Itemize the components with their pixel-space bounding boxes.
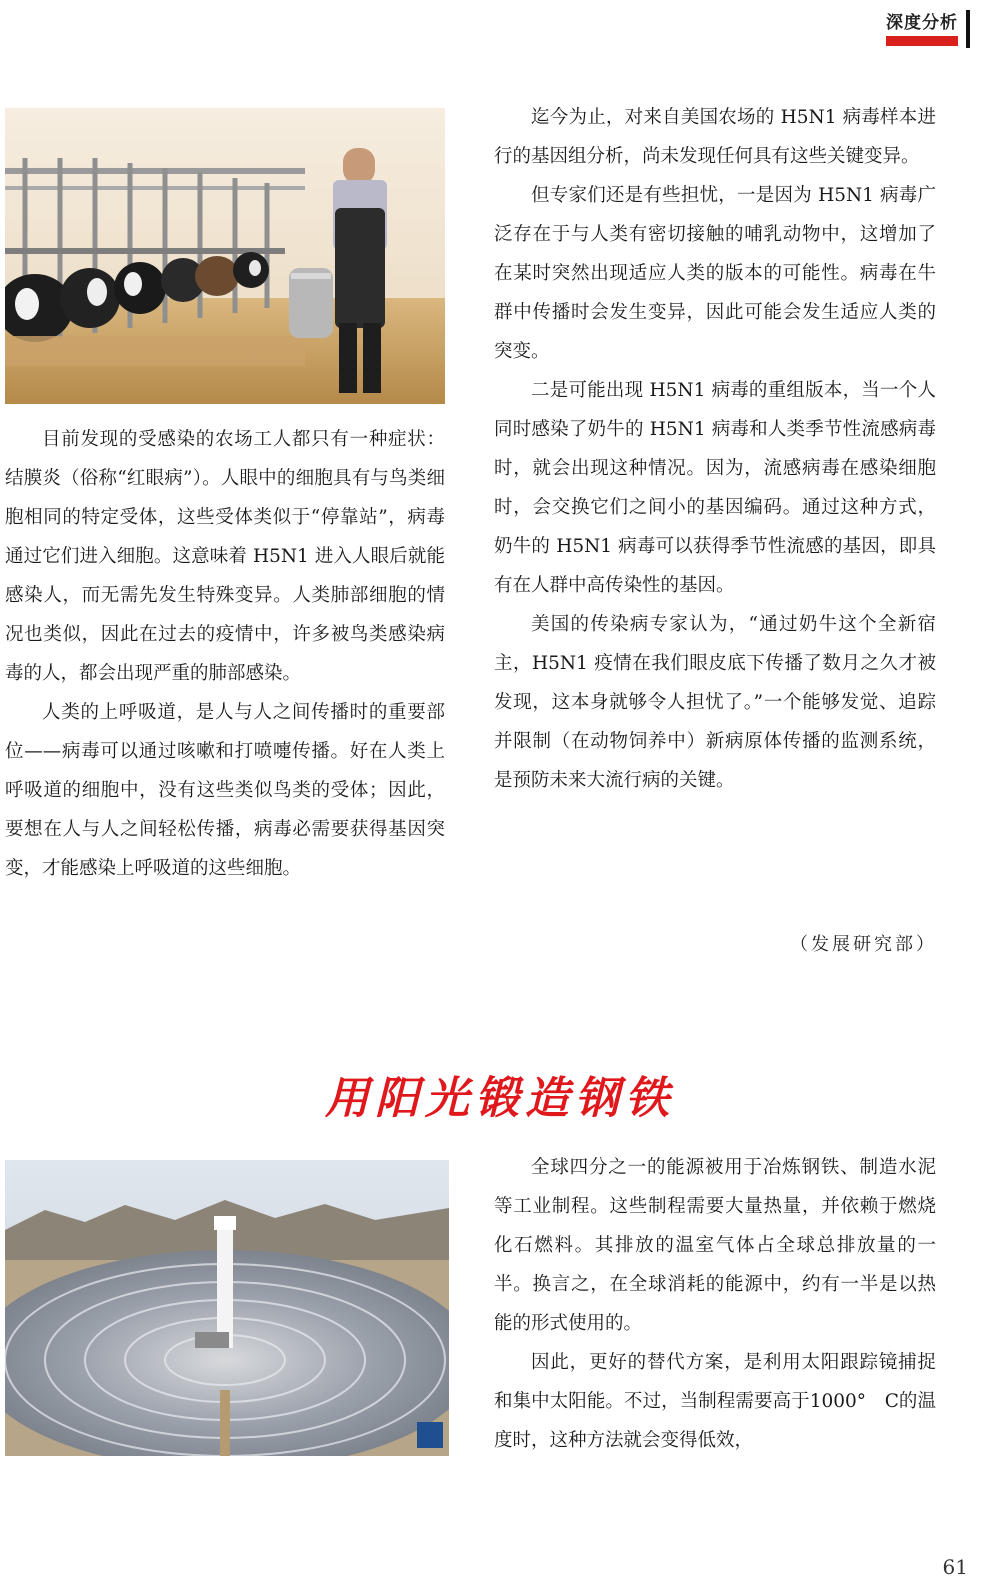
article1-right-column [494,98,936,800]
dairy-farm-illustration [5,108,445,404]
paragraph: 但专家们还是有些担忧，一是因为 H5N1 病毒广泛存在于与人类有密切接触的哺乳动物中，这增加了在某时突然出现适应人类的版本的可能性。病毒在牛群中传播时会发生变异，因此可能会发生适应人类的突变。 [494,185,936,362]
paragraph: 迄今为止，对来自美国农场的 H5N1 病毒样本进行的基因组分析，尚未发现任何具有这些关键变异。 [494,107,936,167]
paragraph: 全球四分之一的能源被用于冶炼钢铁、制造水泥等工业制程。这些制程需要大量热量，并依赖于燃烧化石燃料。其排放的温室气体占全球总排放量的一半。换言之，在全球消耗的能源中，约有一半是以热能的形式使用的。 [494,1157,936,1334]
paragraph: 美国的传染病专家认为，“通过奶牛这个全新宿主，H5N1 疫情在我们眼皮底下传播了数月之久才被发现，这本身就够令人担忧了。”一个能够发觉、追踪并限制（在动物饲养中）新病原体传播的监测系统，是预防未来大流行病的关键。 [494,614,936,791]
article2-right-column [494,1148,936,1460]
paragraph: 目前发现的受感染的农场工人都只有一种症状：结膜炎（俗称“红眼病”）。人眼中的细胞具有与鸟类细胞相同的特定受体，这些受体类似于“停靠站”，病毒通过它们进入细胞。这意味着 H5N1 进入人眼后就能感染人，而无需先发生特殊变异。人类肺部细胞的情况也类似，因此在过去的疫情中，许多被鸟类感染病毒的人，都会出现严重的肺部感染。 [5,429,445,684]
page-number: 61 [942,1555,968,1579]
section-label: 深度分析 [886,13,958,33]
dairy-farm-photo [5,108,445,404]
section-edge-bar [966,10,970,48]
solar-tower-illustration [5,1160,449,1456]
paragraph: 因此，更好的替代方案，是利用太阳跟踪镜捕捉和集中太阳能。不过，当制程需要高于1000° C的温度时，这种方法就会变得低效， [494,1352,936,1451]
section-tag [886,6,970,40]
section-underline [886,36,958,46]
solar-plant-photo [5,1160,449,1456]
xinhua-badge [417,1422,443,1448]
byline: （发展研究部） [790,934,937,955]
article2-title: 用阳光锻造钢铁 [325,1073,675,1124]
paragraph: 人类的上呼吸道，是人与人之间传播时的重要部位——病毒可以通过咳嗽和打喷嚏传播。好在人类上呼吸道的细胞中，没有这些类似鸟类的受体；因此，要想在人与人之间轻松传播，病毒必需要获得基因突变，才能感染上呼吸道的这些细胞。 [5,702,445,879]
article1-left-column [5,420,445,888]
paragraph: 二是可能出现 H5N1 病毒的重组版本，当一个人同时感染了奶牛的 H5N1 病毒和人类季节性流感病毒时，就会出现这种情况。因为，流感病毒在感染细胞时，会交换它们之间小的基因编码。通过这种方式，奶牛的 H5N1 病毒可以获得季节性流感的基因，即具有在人群中高传染性的基因。 [494,380,936,596]
